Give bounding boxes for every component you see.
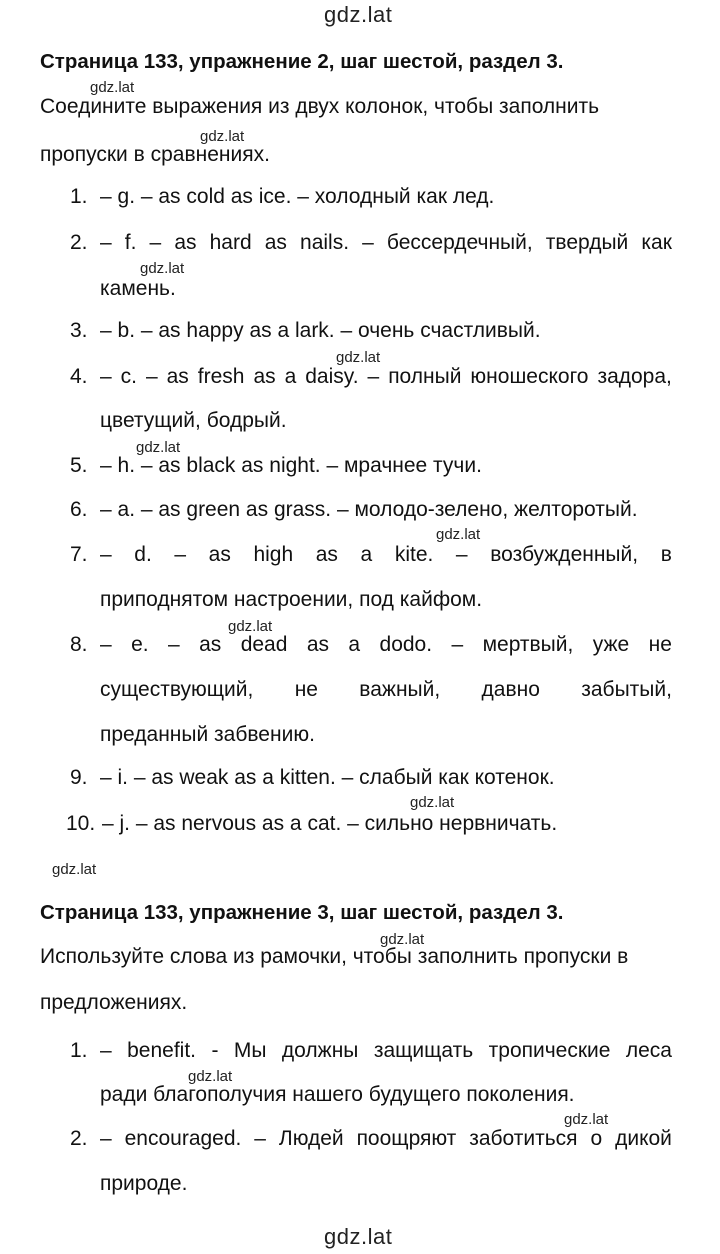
item-text: – h. – as black as night. – мрачнее тучи. [100, 454, 482, 477]
word: – [367, 365, 380, 388]
item-text [100, 679, 672, 700]
word: должны [281, 1039, 359, 1062]
watermark: gdz.lat [228, 618, 273, 635]
item-number: 7. [70, 543, 88, 566]
word: – [451, 633, 464, 656]
word: as [166, 365, 189, 388]
word: забытый, [581, 678, 672, 701]
word: – [100, 1039, 112, 1062]
word: a [348, 633, 361, 656]
item-number: 5. [70, 454, 88, 477]
item-number: 1. [70, 185, 88, 208]
word: – [100, 1127, 112, 1150]
word: уже [592, 633, 630, 656]
item-text: ради благополучия нашего будущего поколения. [100, 1083, 575, 1106]
word: f. [124, 231, 137, 254]
word: леса [625, 1039, 672, 1062]
item-text-line [100, 232, 672, 253]
item-text: цветущий, бодрый. [100, 409, 287, 432]
word: a [284, 365, 297, 388]
word: – [100, 365, 112, 388]
watermark: gdz.lat [136, 439, 181, 456]
section1-heading: Страница 133, упражнение 2, шаг шестой, раздел 3. [40, 50, 564, 73]
item-number: 2. [70, 231, 88, 254]
word: не [294, 678, 318, 701]
word: задора, [597, 365, 672, 388]
word: d. [134, 543, 152, 566]
word: as [174, 231, 197, 254]
item-number: 1. [70, 1039, 88, 1062]
word: a [360, 543, 373, 566]
watermark: gdz.lat [336, 349, 381, 366]
item-text [100, 544, 672, 565]
item-number: 8. [70, 633, 88, 656]
word: encouraged. [124, 1127, 242, 1150]
word: Людей [278, 1127, 344, 1150]
word: kite. [394, 543, 434, 566]
watermark: gdz.lat [90, 79, 135, 96]
section1-intro-line2: пропуски в сравнениях. [40, 143, 270, 166]
word: дикой [615, 1127, 672, 1150]
word: as [306, 633, 330, 656]
word: – [254, 1127, 266, 1150]
item-text: преданный забвению. [100, 723, 315, 746]
word: benefit. [127, 1039, 197, 1062]
word: – [100, 543, 112, 566]
item-number: 3. [70, 319, 88, 342]
word: тропические [488, 1039, 611, 1062]
item-number: 2. [70, 1127, 88, 1150]
word: hard [209, 231, 252, 254]
word: – [174, 543, 187, 566]
word: daisy. [305, 365, 359, 388]
section1-intro-line1: Соедините выражения из двух колонок, чтобы заполнить [40, 95, 600, 118]
word: полный [388, 365, 462, 388]
watermark: gdz.lat [436, 526, 481, 543]
item-number: 6. [70, 498, 88, 521]
item-text: – i. – as weak as a kitten. – слабый как котенок. [100, 766, 555, 789]
item-text: – a. – as green as grass. – молодо-зелено, желторотый. [100, 498, 638, 521]
item-text: природе. [100, 1172, 188, 1195]
item-text [100, 366, 672, 387]
word: as [199, 633, 222, 656]
word: as [208, 543, 231, 566]
word: e. [131, 633, 149, 656]
word: – [362, 231, 374, 254]
word: dead [240, 633, 288, 656]
word: как [641, 231, 672, 254]
watermark: gdz.lat [140, 260, 185, 277]
section2-heading: Страница 133, упражнение 3, шаг шестой, раздел 3. [40, 901, 564, 924]
word: dodo. [379, 633, 433, 656]
word: защищать [373, 1039, 474, 1062]
item-text: – j. – as nervous as a cat. – сильно нервничать. [102, 812, 558, 835]
word: c. [120, 365, 137, 388]
watermark: gdz.lat [188, 1068, 233, 1085]
watermark-bottom: gdz.lat [324, 1224, 393, 1249]
item-text [100, 1040, 672, 1061]
word: в [660, 543, 672, 566]
word: high [253, 543, 294, 566]
word: – [100, 231, 112, 254]
word: давно [481, 678, 540, 701]
word: fresh [197, 365, 245, 388]
section2-intro-line2: предложениях. [40, 991, 188, 1014]
word: бессердечный, [386, 231, 533, 254]
item-text: камень. [100, 277, 176, 300]
word: – [455, 543, 468, 566]
word: заботиться [469, 1127, 578, 1150]
word: as [264, 231, 287, 254]
word: возбужденный, [490, 543, 639, 566]
item-number: 4. [70, 365, 88, 388]
word: не [648, 633, 672, 656]
word: поощряют [356, 1127, 457, 1150]
word: – [149, 231, 162, 254]
item-text [100, 232, 672, 253]
item-text [100, 1128, 672, 1149]
watermark-top: gdz.lat [324, 2, 393, 27]
word: – [168, 633, 180, 656]
item-text: приподнятом настроении, под кайфом. [100, 588, 483, 611]
watermark: gdz.lat [564, 1111, 609, 1128]
word: Мы [233, 1039, 267, 1062]
item-text: – g. – as cold as ice. – холодный как лед. [100, 185, 495, 208]
word: важный, [359, 678, 441, 701]
word: твердый [545, 231, 629, 254]
word: юношеского [470, 365, 589, 388]
word: – [145, 365, 158, 388]
word: мертвый, [482, 633, 574, 656]
section2-intro-line1: Используйте слова из рамочки, чтобы заполнить пропуски в [40, 945, 629, 968]
word: as [253, 365, 276, 388]
word: существующий, [100, 678, 254, 701]
word: – [100, 633, 112, 656]
watermark: gdz.lat [410, 794, 455, 811]
word: о [590, 1127, 603, 1150]
item-number: 9. [70, 766, 88, 789]
watermark: gdz.lat [52, 861, 97, 878]
watermark: gdz.lat [200, 128, 245, 145]
word: nails. [300, 231, 350, 254]
word: - [211, 1039, 219, 1062]
item-number: 10. [66, 812, 96, 835]
watermark: gdz.lat [380, 931, 425, 948]
word: as [315, 543, 338, 566]
item-text [100, 634, 672, 655]
item-text: – b. – as happy as a lark. – очень счастливый. [100, 319, 541, 342]
